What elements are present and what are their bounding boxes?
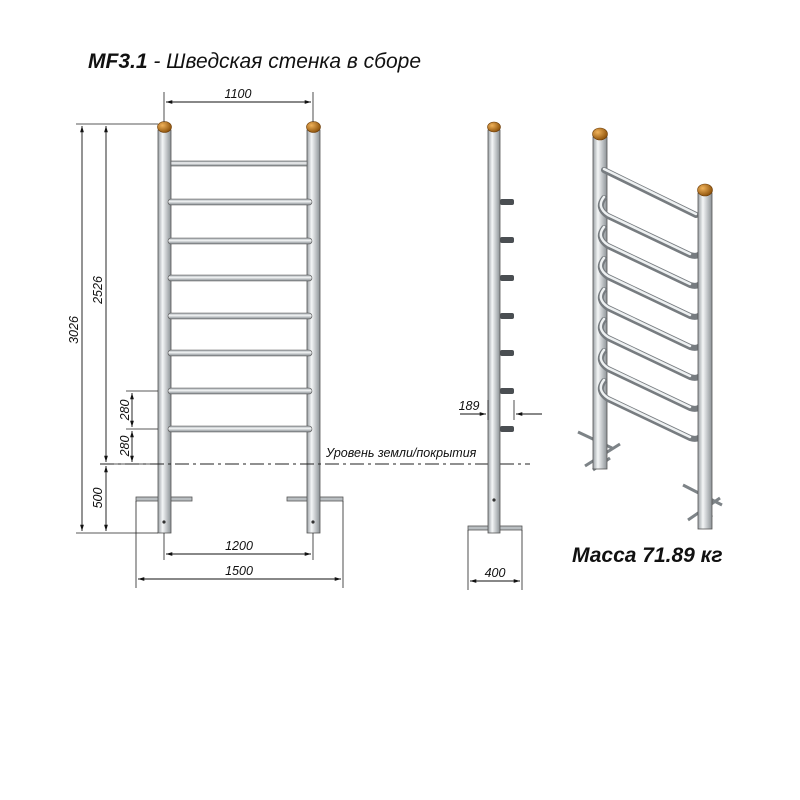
model-code: MF3.1 — [88, 50, 148, 73]
dim-rung-spacing-1: 280 — [118, 399, 132, 421]
dim-height-above-ground: 2526 — [91, 276, 105, 304]
rung — [168, 313, 312, 319]
side-post — [488, 130, 500, 533]
side-rung-stubs — [500, 199, 514, 432]
side-cap — [488, 122, 501, 132]
front-post-right — [307, 130, 320, 533]
mass-label: Масса 71.89 кг — [572, 544, 723, 567]
dim-base-outer: 1500 — [225, 564, 253, 578]
model-description: - Шведская стенка в сборе — [147, 50, 422, 73]
rung-stub — [500, 313, 514, 319]
cap-right — [307, 122, 321, 133]
rung-stub — [500, 237, 514, 243]
side-view — [459, 122, 542, 590]
iso-post-right — [698, 193, 712, 529]
iso-cap-left — [593, 128, 608, 140]
front-rungs — [168, 199, 312, 432]
rung-stub — [500, 350, 514, 356]
dim-side-base: 400 — [484, 566, 506, 580]
rung-stub — [500, 388, 514, 394]
rung-stub — [500, 275, 514, 281]
rung-stub — [500, 199, 514, 205]
rung — [168, 350, 312, 356]
dim-depth-underground: 500 — [91, 487, 105, 509]
dim-rung-offset: 189 — [458, 399, 480, 413]
dim-rung-spacing-2: 280 — [118, 435, 132, 457]
dim-base-inner: 1200 — [225, 539, 253, 553]
rung-stub — [500, 426, 514, 432]
isometric-view — [578, 128, 722, 529]
rung — [168, 275, 312, 281]
front-post-left — [158, 130, 171, 533]
cap-left — [158, 122, 172, 133]
front-view — [67, 87, 343, 588]
dim-height-total: 3026 — [67, 316, 81, 344]
iso-cap-right — [698, 184, 713, 196]
rung — [168, 199, 312, 205]
rung — [168, 388, 312, 394]
dim-width-top: 1100 — [224, 87, 252, 101]
rung — [168, 426, 312, 432]
top-bar — [171, 161, 307, 166]
rung — [168, 238, 312, 244]
ground-level-label: Уровень земли/покрытия — [326, 446, 477, 460]
